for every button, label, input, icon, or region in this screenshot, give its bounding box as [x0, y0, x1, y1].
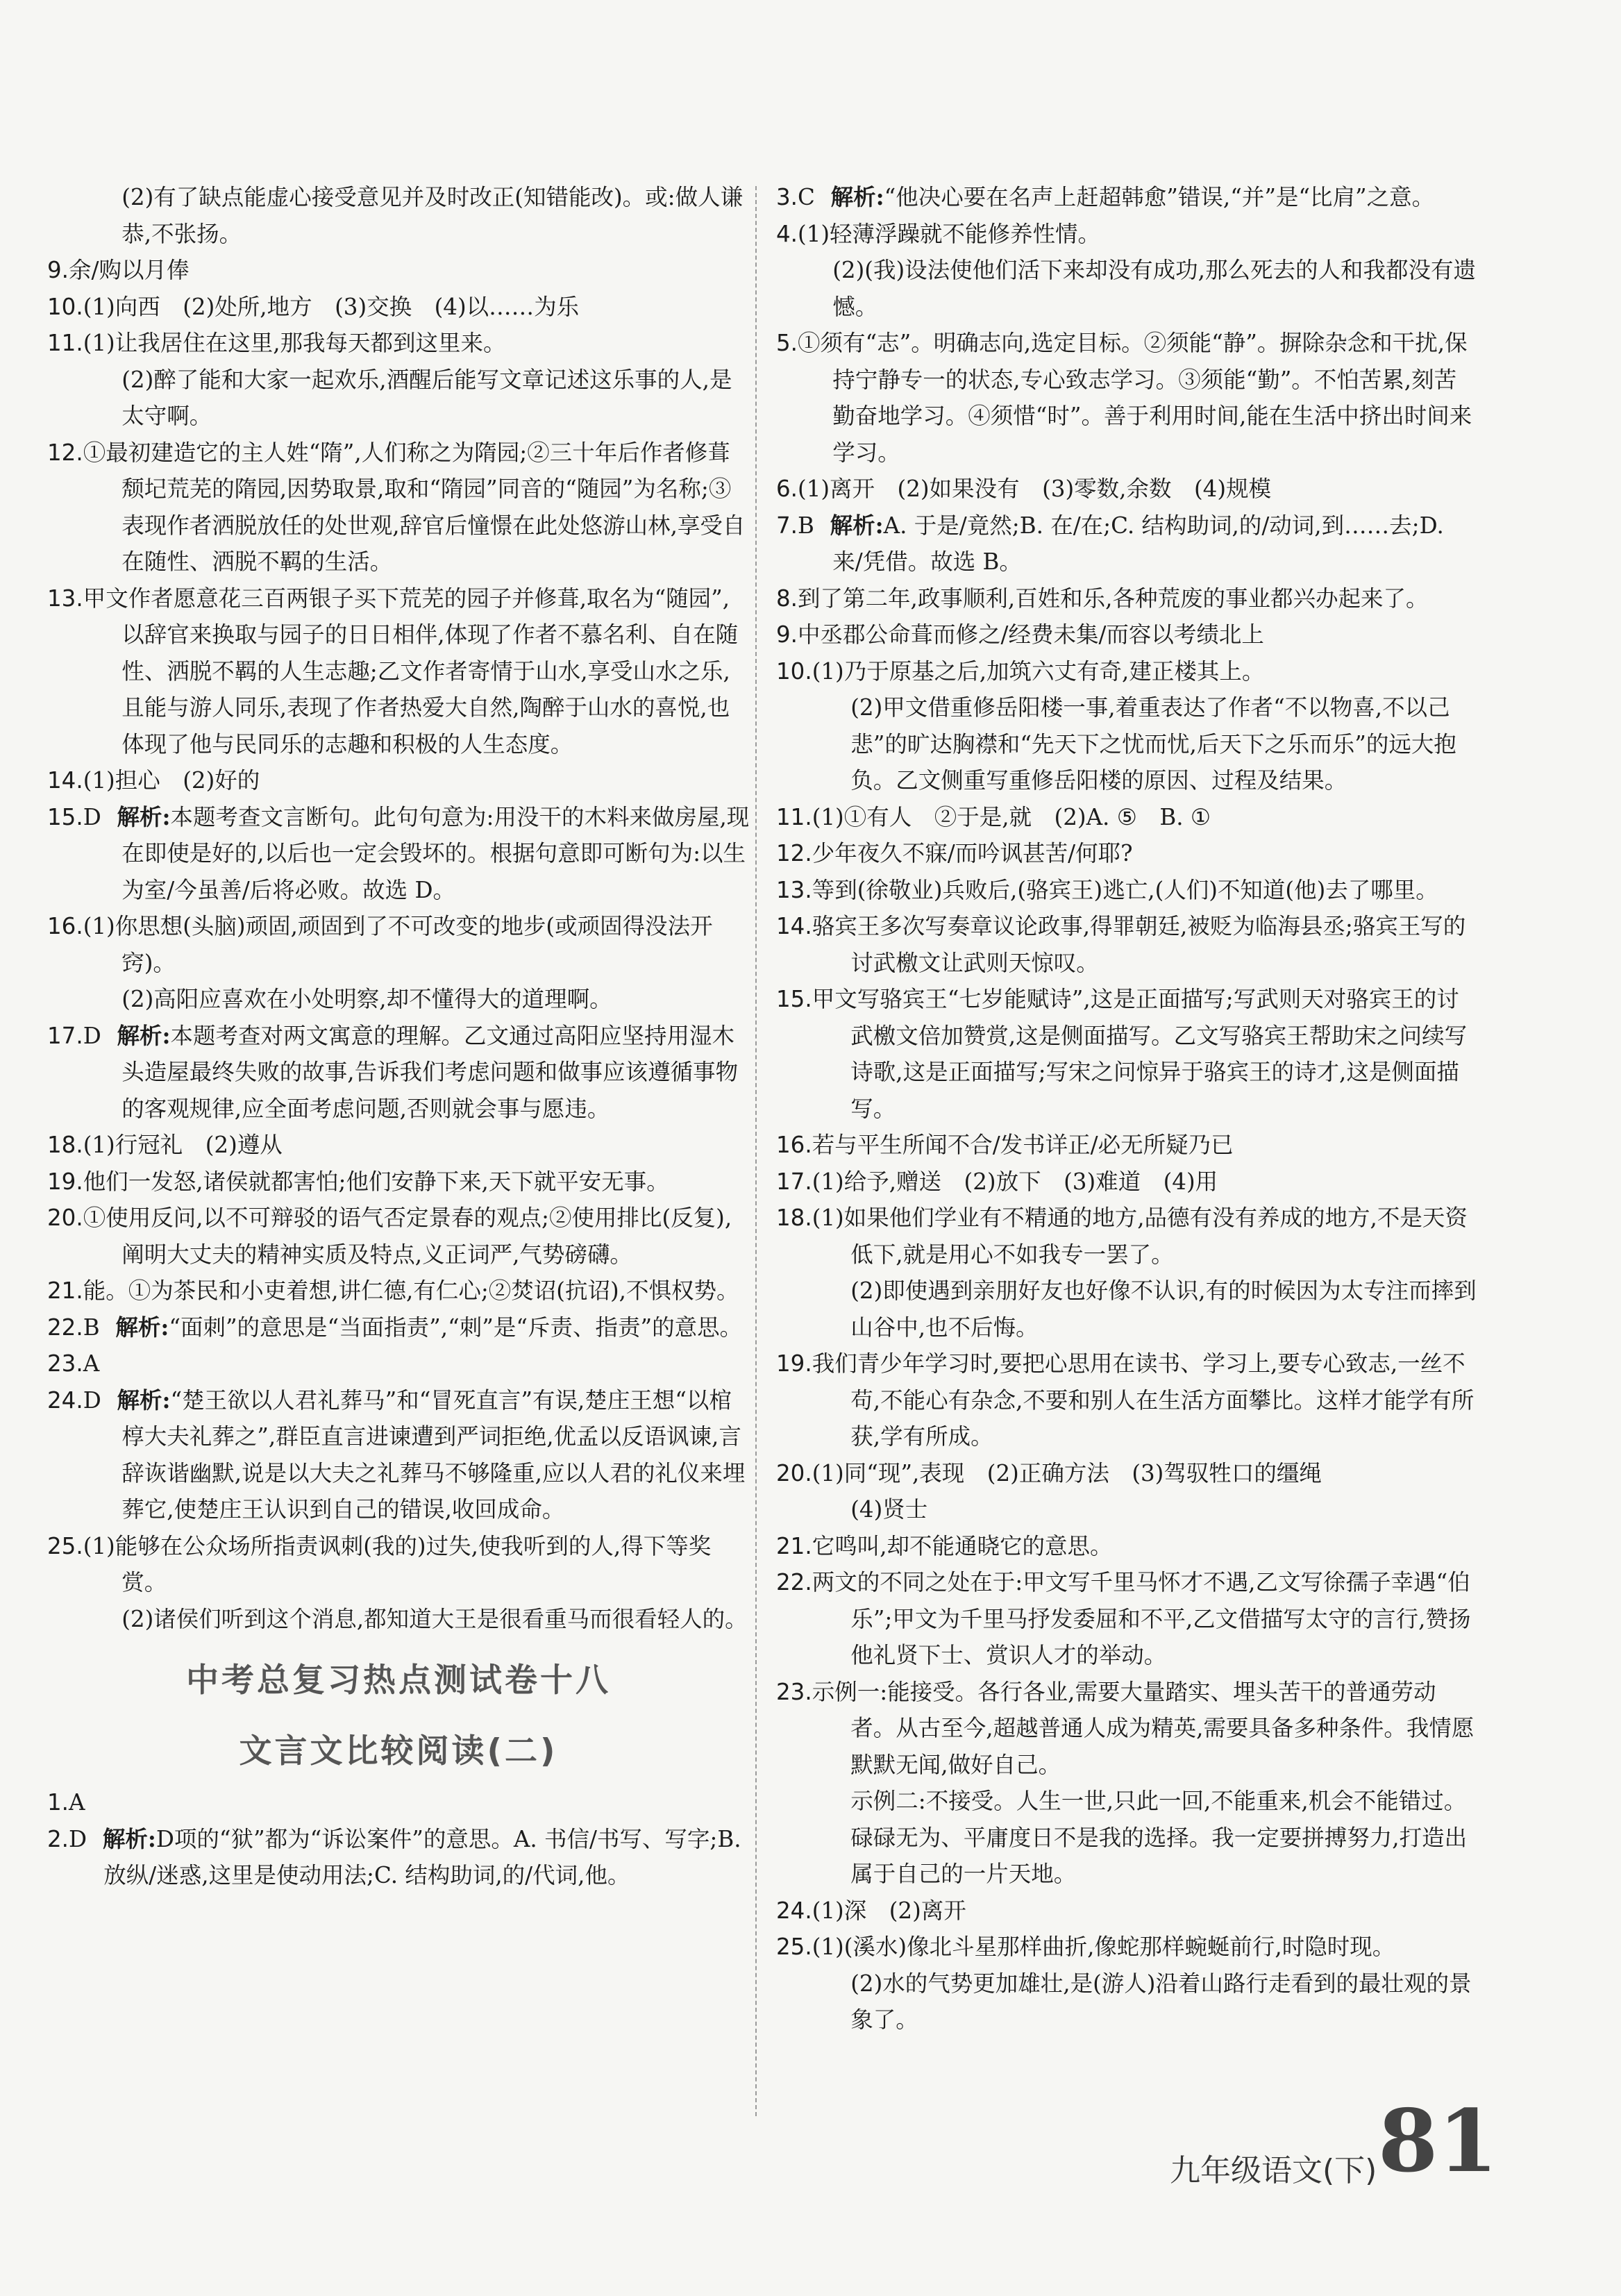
analysis-label: 解析:	[117, 803, 171, 830]
answer-item	[776, 617, 1479, 653]
question-number: 10.	[776, 657, 812, 685]
page-number: 81	[1378, 2091, 1498, 2192]
answer-text: 骆宾王多次写奏章议论政事,得罪朝廷,被贬为临海县丞;骆宾王写的讨武檄文让武则天惊叹。	[812, 913, 1466, 976]
answer-item	[47, 1382, 750, 1528]
answer-text: 少年夜久不寐/而吟讽甚苦/何耶?	[812, 840, 1133, 866]
answer-choice: B	[83, 1314, 100, 1341]
answer-text: (1)乃于原基之后,加筑六丈有奇,建正楼其上。	[812, 657, 1265, 685]
question-number: 20.	[47, 1205, 83, 1231]
question-number: 18.	[47, 1132, 83, 1158]
question-number: 9.	[776, 621, 798, 648]
question-number: 22.	[776, 1569, 812, 1595]
answer-text: (1)让我居住在这里,那我每天都到这里来。	[83, 330, 506, 356]
answer-subitem: (2)高阳应喜欢在小处明察,却不懂得大的道理啊。	[121, 986, 612, 1012]
question-number: 25.	[47, 1532, 83, 1559]
question-number: 6.	[776, 476, 798, 502]
answer-text: (1)能够在公众场所指责讽刺(我的)过失,使我听到的人,得下等奖赏。	[83, 1532, 712, 1595]
analysis-label: 解析:	[830, 511, 884, 539]
answer-text: 甲文作者愿意花三百两银子买下荒芜的园子并修葺,取名为“随园”,以辞官来换取与园子的日日相伴,体现了作者不慕名利、自在随性、洒脱不羁的人生志趣;乙文作者寄情于山水,享受山水之乐,且能与游人同乐,表现了作者热爱大自然,陶醉于山水的喜悦,也体现了他与民同乐的志趣和积极的人生态度。	[83, 585, 739, 757]
question-number: 7.	[776, 512, 798, 539]
answer-item	[776, 1346, 1479, 1455]
question-number: 19.	[776, 1350, 812, 1377]
answer-item	[47, 1821, 750, 1894]
analysis-label: 解析:	[117, 1386, 171, 1414]
answer-subitem: (2)即使遇到亲朋好友也好像不认识,有的时候因为太专注而摔到山谷中,也不后悔。	[850, 1277, 1477, 1341]
footer-grade-label: 九年级语文(下)	[1170, 2153, 1377, 2188]
answer-text: 余/购以月俸	[69, 257, 190, 283]
answer-item	[47, 1309, 750, 1346]
question-number: 9.	[47, 257, 69, 283]
question-number: 23.	[776, 1678, 812, 1705]
answer-item	[776, 1455, 1479, 1492]
answer-item	[47, 1127, 750, 1164]
answer-item	[776, 471, 1479, 508]
answer-subitem: 示例二:不接受。人生一世,只此一回,不能重来,机会不能错过。碌碌无为、平庸度日不是我的选择。我一定要拼搏努力,打造出属于自己的一片天地。	[850, 1788, 1468, 1887]
question-number: 15.	[776, 986, 812, 1012]
answer-item	[47, 252, 750, 289]
answer-text: (1)行冠礼 (2)遵从	[83, 1132, 283, 1158]
answer-text: 能。①为茶民和小吏着想,讲仁德,有仁心;②焚诏(抗诏),不惧权势。	[83, 1277, 739, 1304]
answer-text: 本题考查文言断句。此句句意为:用没干的木料来做房屋,现在即使是好的,以后也一定会毁坏的。根据句意即可断句为:以生为室/今虽善/后将必败。故选 D。	[121, 803, 750, 903]
question-number: 20.	[776, 1459, 812, 1486]
answer-choice: D	[83, 1022, 101, 1049]
question-number: 4.	[776, 220, 798, 247]
answer-item	[776, 1893, 1479, 1929]
question-number: 24.	[776, 1897, 812, 1924]
answer-subitem: (2)有了缺点能虚心接受意见并及时改正(知错能改)。或:做人谦恭,不张扬。	[121, 184, 744, 247]
question-number: 17.	[776, 1168, 812, 1195]
answer-text: 我们青少年学习时,要把心思用在读书、学习上,要专心致志,一丝不苟,不能心有杂念,不要和别人在生活方面攀比。这样才能学有所获,学有所成。	[812, 1350, 1475, 1450]
answer-text: (1)担心 (2)好的	[83, 767, 260, 794]
question-number: 13.	[776, 876, 812, 903]
answer-text: ①最初建造它的主人姓“隋”,人们称之为隋园;②三十年后作者修葺颓圮荒芜的隋园,因势取景,取和“隋园”同音的“随园”为名称;③表现作者洒脱放任的处世观,辞官后憧憬在此处悠游山林,享受自在随性、洒脱不羁的生活。	[83, 439, 746, 575]
answer-text: “他决心要在名声上赶超韩愈”错误,“并”是“比肩”之意。	[884, 184, 1435, 210]
question-number: 21.	[776, 1532, 812, 1559]
answer-item	[776, 1674, 1479, 1784]
answer-text: ①使用反问,以不可辩驳的语气否定景春的观点;②使用排比(反复),阐明大丈夫的精神实质及特点,义正词严,气势磅礴。	[83, 1205, 732, 1268]
answer-text: “面刺”的意思是“当面指责”,“刺”是“斥责、指责”的意思。	[169, 1314, 743, 1341]
answer-item	[776, 1200, 1479, 1273]
answer-choice: D	[83, 803, 101, 830]
answer-item	[776, 580, 1479, 617]
left-column	[47, 179, 750, 1894]
question-number: 10.	[47, 293, 83, 320]
column-divider	[755, 186, 757, 2116]
answer-text: (1)深 (2)离开	[812, 1897, 966, 1924]
answer-text: (1)同“现”,表现 (2)正确方法 (3)驾驭牲口的缰绳	[812, 1459, 1322, 1486]
answer-item	[47, 1200, 750, 1273]
answer-subitem: (2)水的气势更加雄壮,是(游人)沿着山路行走看到的最壮观的景象了。	[850, 1970, 1472, 2033]
answer-text: 甲文写骆宾王“七岁能赋诗”,这是正面描写;写武则天对骆宾王的讨武檄文倍加赞赏,这是侧面描写。乙文写骆宾王帮助宋之问续写诗歌,这是正面描写;写宋之问惊异于骆宾王的诗才,这是侧面描写。	[812, 986, 1468, 1122]
answer-text: (1)(溪水)像北斗星那样曲折,像蛇那样蜿蜒前行,时隐时现。	[812, 1934, 1395, 1960]
question-number: 19.	[47, 1168, 83, 1195]
answer-item	[776, 1127, 1479, 1164]
answer-item	[47, 325, 750, 362]
answer-choice: D	[83, 1386, 101, 1414]
answer-text: (1)向西 (2)处所,地方 (3)交换 (4)以……为乐	[83, 293, 580, 320]
answer-item	[776, 1528, 1479, 1565]
question-number: 5.	[776, 330, 798, 356]
answer-item	[776, 508, 1479, 580]
answer-item	[776, 325, 1479, 471]
question-number: 11.	[47, 330, 83, 356]
answer-text: D项的“狱”都为“诉讼案件”的意思。A. 书信/书写、写字;B. 放纵/迷惑,这里是使动用法;C. 结构助词,的/代词,他。	[103, 1825, 741, 1888]
answer-item	[776, 835, 1479, 872]
section-title: 中考总复习热点测试卷十八	[186, 1661, 611, 1700]
question-number: 12.	[47, 439, 83, 466]
answer-item	[776, 179, 1479, 216]
answer-item	[47, 1528, 750, 1601]
answer-subitem: (2)甲文借重修岳阳楼一事,着重表达了作者“不以物喜,不以己悲”的旷达胸襟和“先天下之忧而忧,后天下之乐而乐”的远大抱负。乙文侧重写重修岳阳楼的原因、过程及结果。	[850, 694, 1456, 794]
answer-text: A. 于是/竟然;B. 在/在;C. 结构助词,的/动词,到……去;D. 来/凭借。故选 B。	[832, 512, 1444, 575]
question-number: 17.	[47, 1022, 83, 1049]
question-number: 13.	[47, 585, 83, 612]
answer-item	[47, 289, 750, 326]
question-number: 14.	[776, 913, 812, 939]
answer-item	[47, 762, 750, 799]
question-number: 21.	[47, 1277, 83, 1304]
answer-item	[47, 799, 750, 909]
answer-subitem: (2)醉了能和大家一起欢乐,酒醒后能写文章记述这乐事的人,是太守啊。	[121, 366, 732, 429]
answer-text: 本题考查对两文寓意的理解。乙文通过高阳应坚持用湿木头造屋最终失败的故事,告诉我们考虑问题和做事应该遵循事物的客观规律,应全面考虑问题,否则就会事与愿违。	[121, 1022, 739, 1122]
question-number: 18.	[776, 1205, 812, 1231]
question-number: 16.	[776, 1132, 812, 1158]
answer-item	[47, 1346, 750, 1382]
analysis-label: 解析:	[115, 1313, 169, 1341]
answer-text: 两文的不同之处在于:甲文写千里马怀才不遇,乙文写徐孺子幸遇“伯乐”;甲文为千里马抒发委屈和不平,乙文借描写太守的言行,赞扬他礼贤下士、赏识人才的举动。	[812, 1569, 1471, 1668]
question-number: 15.	[47, 803, 83, 830]
answer-item	[776, 1929, 1479, 1966]
answer-choice: C	[798, 184, 815, 210]
answer-item	[47, 580, 750, 763]
answer-item	[47, 1784, 750, 1821]
answer-text: 他们一发怒,诸侯就都害怕;他们安静下来,天下就平安无事。	[83, 1168, 669, 1195]
answer-text: (1)如果他们学业有不精通的地方,品德有没有养成的地方,不是天资低下,就是用心不如我专一罢了。	[812, 1205, 1468, 1268]
answer-item	[47, 1164, 750, 1200]
answer-item	[776, 908, 1479, 981]
answer-item	[776, 872, 1479, 909]
answer-text: ①须有“志”。明确志向,选定目标。②须能“静”。摒除杂念和干扰,保持宁静专一的状态,专心致志学习。③须能“勤”。不怕苦累,刻苦勤奋地学习。④须惜“时”。善于利用时间,能在生活中挤出时间来学习。	[798, 330, 1472, 466]
answer-item	[47, 908, 750, 981]
answer-subitem: (4)贤士	[850, 1496, 928, 1523]
answer-item	[776, 981, 1479, 1127]
answer-choice: D	[69, 1825, 87, 1852]
question-number: 12.	[776, 840, 812, 866]
question-number: 22.	[47, 1314, 83, 1341]
analysis-label: 解析:	[102, 1825, 156, 1852]
answer-subitem: (2)(我)设法使他们活下来却没有成功,那么死去的人和我都没有遗憾。	[832, 257, 1476, 320]
section-title: 文言文比较阅读(二)	[239, 1732, 558, 1770]
question-number: 3.	[776, 184, 798, 210]
answer-text: (1)轻薄浮躁就不能修养性情。	[798, 220, 1101, 247]
answer-item	[776, 1564, 1479, 1674]
answer-subitem: (2)诸侯们听到这个消息,都知道大王是很看重马而很看轻人的。	[121, 1605, 748, 1632]
answer-text: A	[83, 1350, 100, 1377]
answer-text: (1)离开 (2)如果没有 (3)零数,余数 (4)规模	[798, 476, 1271, 502]
answer-text: 若与平生所闻不合/发书详正/必无所疑乃已	[812, 1132, 1234, 1158]
question-number: 1.	[47, 1789, 69, 1816]
answer-item	[776, 653, 1479, 690]
answer-text: A	[69, 1789, 85, 1816]
answer-text: 示例一:能接受。各行各业,需要大量踏实、埋头苦干的普通劳动者。从古至今,超越普通人成为精英,需要具备多种条件。我情愿默默无闻,做好自己。	[812, 1678, 1475, 1778]
question-number: 25.	[776, 1934, 812, 1960]
answer-item	[47, 1018, 750, 1128]
answer-item	[776, 1164, 1479, 1200]
question-number: 23.	[47, 1350, 83, 1377]
answer-text: (1)①有人 ②于是,就 (2)A. ⑤ B. ①	[812, 803, 1211, 830]
answer-item	[47, 1273, 750, 1309]
answer-text: (1)你思想(头脑)顽固,顽固到了不可改变的地步(或顽固得没法开窍)。	[83, 913, 713, 976]
answer-text: 中丞郡公命葺而修之/经费未集/而容以考绩北上	[798, 621, 1264, 648]
answer-text: 到了第二年,政事顺利,百姓和乐,各种荒废的事业都兴办起来了。	[798, 585, 1429, 612]
answer-text: 等到(徐敬业)兵败后,(骆宾王)逃亡,(人们)不知道(他)去了哪里。	[812, 876, 1438, 903]
answer-text: “楚王欲以人君礼葬马”和“冒死直言”有误,楚庄王想“以棺椁大夫礼葬之”,群臣直言进谏遭到严词拒绝,优孟以反语讽谏,言辞诙谐幽默,说是以大夫之礼葬马不够隆重,应以人君的礼仪来埋葬它,使楚庄王认识到自己的错误,收回成命。	[121, 1386, 746, 1523]
answer-choice: B	[798, 512, 814, 539]
question-number: 14.	[47, 767, 83, 794]
question-number: 8.	[776, 585, 798, 612]
question-number: 24.	[47, 1386, 83, 1414]
question-number: 16.	[47, 913, 83, 939]
question-number: 2.	[47, 1825, 69, 1852]
answer-text: (1)给予,赠送 (2)放下 (3)难道 (4)用	[812, 1168, 1218, 1195]
right-column	[776, 179, 1479, 2038]
answer-item	[776, 216, 1479, 253]
analysis-label: 解析:	[830, 183, 884, 210]
answer-text: 它鸣叫,却不能通晓它的意思。	[812, 1532, 1113, 1559]
analysis-label: 解析:	[117, 1021, 171, 1049]
answer-item	[47, 435, 750, 580]
question-number: 11.	[776, 803, 812, 830]
answer-item	[776, 799, 1479, 836]
